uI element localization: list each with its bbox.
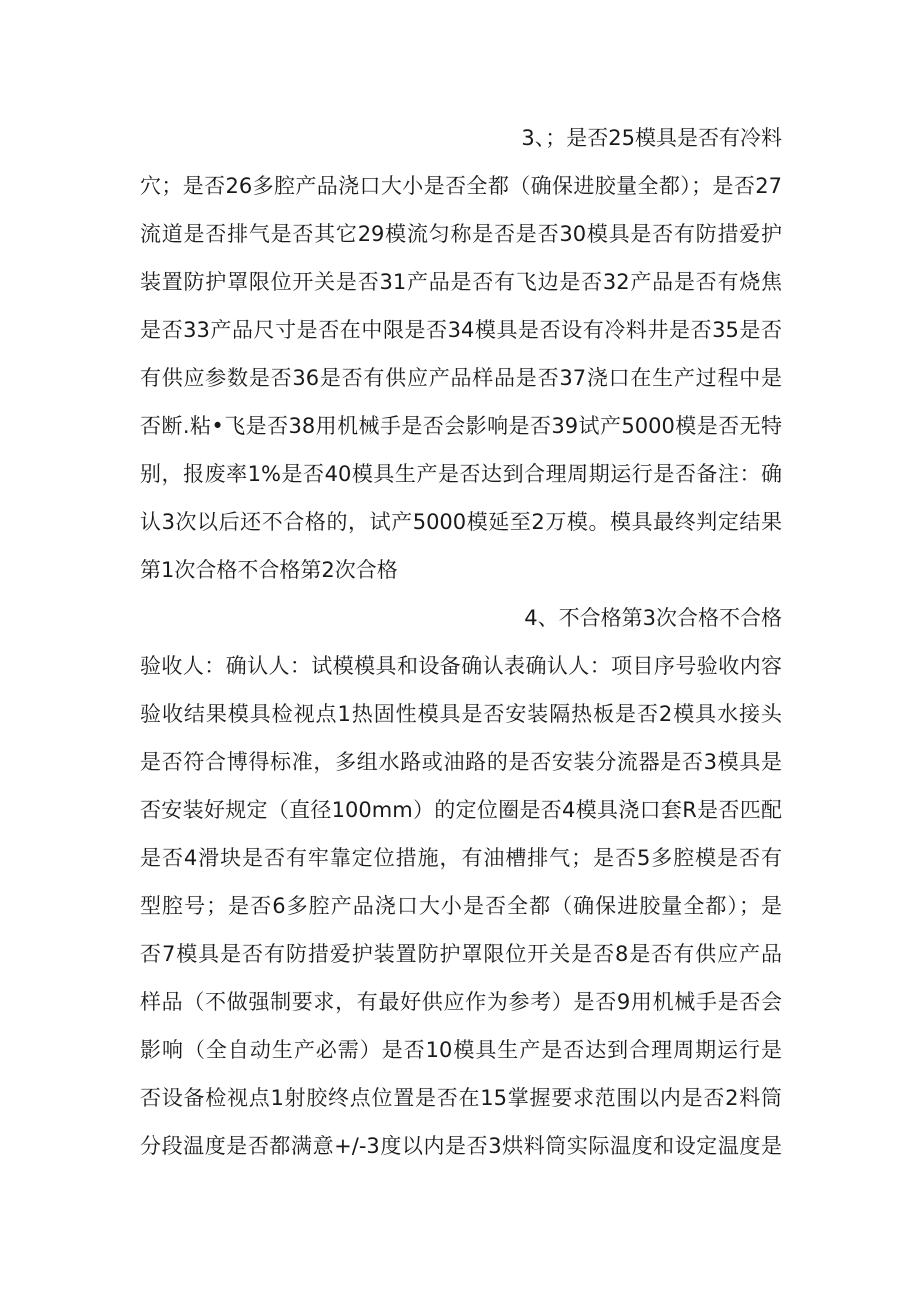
text-line: 否7模具是否有防措爱护装置防护罩限位开关是否8是否有供应产品 — [140, 942, 782, 966]
text-line: 否断.粘•飞是否38用机械手是否会影响是否39试产5000模是否无特 — [140, 414, 782, 438]
text-line: 别，报废率1%是否40模具生产是否达到合理周期运行是否备注：确 — [140, 462, 782, 486]
text-line: 是否4滑块是否有牢靠定位措施，有油槽排气；是否5多腔模是否有 — [140, 846, 782, 870]
text-line: 型腔号；是否6多腔产品浇口大小是否全都（确保进胶量全都）；是 — [140, 894, 782, 918]
text-line: 是否33产品尺寸是否在中限是否34模具是否设有冷料井是否35是否 — [140, 318, 782, 342]
text-line: 否安装好规定（直径100mm）的定位圈是否4模具浇口套R是否匹配 — [140, 798, 782, 822]
text-line: 有供应参数是否36是否有供应产品样品是否37浇口在生产过程中是 — [140, 366, 782, 390]
text-line: 分段温度是否都满意+/-3度以内是否3烘料筒实际温度和设定温度是 — [140, 1134, 782, 1158]
text-line: 第1次合格不合格第2次合格 — [140, 558, 398, 582]
text-line: 样品（不做强制要求，有最好供应作为参考）是否9用机械手是否会 — [140, 990, 782, 1014]
text-line: 穴；是否26多腔产品浇口大小是否全都（确保进胶量全都）；是否27 — [140, 174, 782, 198]
body-text — [140, 114, 782, 1170]
text-line: 认3次以后还不合格的，试产5000模延至2万模。模具最终判定结果 — [140, 510, 782, 534]
text-line: 验收人：确认人：试模模具和设备确认表确认人：项目序号验收内容 — [140, 654, 782, 678]
text-line: 4、不合格第3次合格不合格 — [524, 606, 782, 630]
text-line: 验收结果模具检视点1热固性模具是否安装隔热板是否2模具水接头 — [140, 702, 782, 726]
text-line: 3、；是否25模具是否有冷料 — [521, 126, 782, 150]
text-line: 影响（全自动生产必需）是否10模具生产是否达到合理周期运行是 — [140, 1038, 782, 1062]
text-line: 装置防护罩限位开关是否31产品是否有飞边是否32产品是否有烧焦 — [140, 270, 782, 294]
text-line: 流道是否排气是否其它29模流匀称是否是否30模具是否有防措爱护 — [140, 222, 782, 246]
text-line: 是否符合博得标准，多组水路或油路的是否安装分流器是否3模具是 — [140, 750, 782, 774]
text-line: 否设备检视点1射胶终点位置是否在15掌握要求范围以内是否2料筒 — [140, 1086, 782, 1110]
